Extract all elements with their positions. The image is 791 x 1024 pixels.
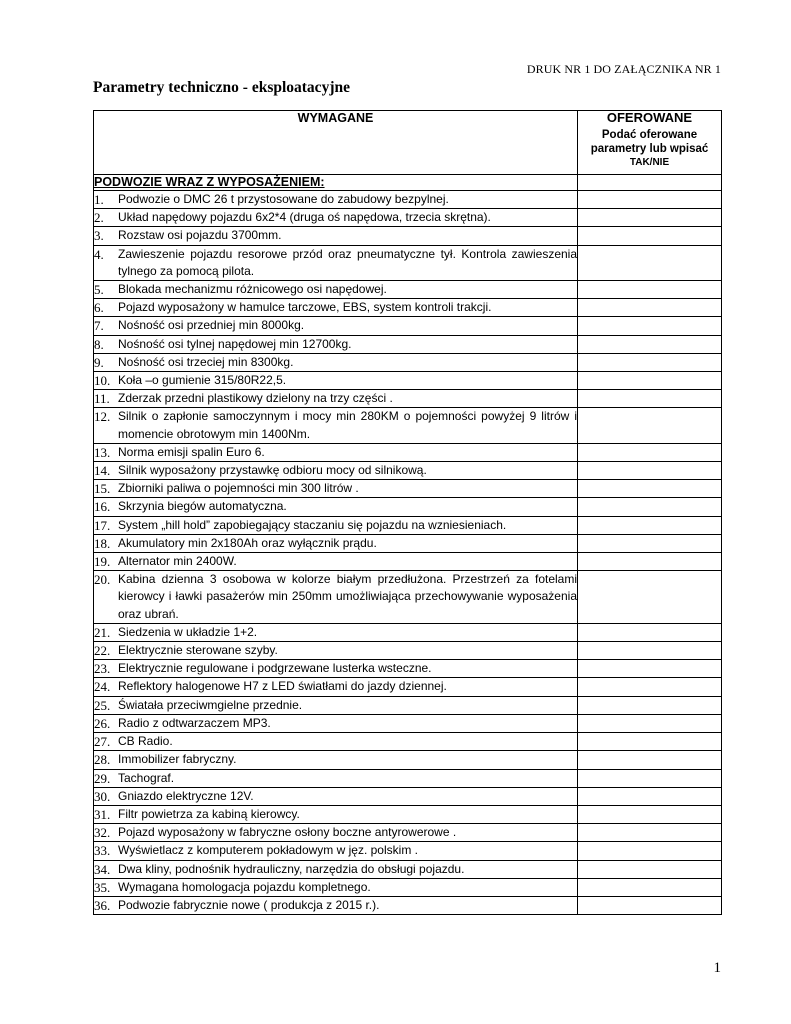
requirement-number: 32. [94, 825, 111, 841]
answer-cell[interactable] [578, 842, 722, 860]
requirement-cell [94, 642, 578, 660]
requirement-number: 17. [94, 517, 111, 533]
offered-title: OFEROWANE [606, 110, 693, 125]
requirement-cell [94, 317, 578, 335]
requirement-text: Układ napędowy pojazdu 6x2*4 (druga oś napędowa, trzecia skrętna). [118, 210, 491, 225]
requirement-cell [94, 769, 578, 787]
requirement-line [94, 354, 577, 371]
requirement-text: Reflektory halogenowe H7 z LED światłami do jazdy dziennej. [118, 679, 447, 694]
answer-cell[interactable] [578, 571, 722, 624]
requirement-line [94, 697, 577, 714]
requirement-cell [94, 805, 578, 823]
requirement-cell [94, 443, 578, 461]
requirement-number: 23. [94, 661, 111, 677]
column-header-offered [578, 111, 722, 175]
requirement-cell [94, 372, 578, 390]
table-row [94, 443, 722, 461]
table-row [94, 191, 722, 209]
requirement-number: 30. [94, 788, 111, 804]
requirement-line [94, 390, 577, 407]
requirement-line [94, 191, 577, 208]
answer-cell[interactable] [578, 660, 722, 678]
answer-cell[interactable] [578, 623, 722, 641]
table-row [94, 534, 722, 552]
answer-cell[interactable] [578, 498, 722, 516]
requirement-text: Nośność osi trzeciej min 8300kg. [118, 354, 294, 369]
requirement-text: Siedzenia w układzie 1+2. [118, 624, 258, 639]
requirement-text: Pojazd wyposażony w hamulce tarczowe, EBS, system kontroli trakcji. [118, 300, 492, 315]
answer-cell[interactable] [578, 824, 722, 842]
specification-table [93, 110, 722, 915]
answer-cell[interactable] [578, 878, 722, 896]
table-row [94, 209, 722, 227]
requirement-cell [94, 335, 578, 353]
requirement-line [94, 480, 577, 497]
requirement-line [94, 879, 577, 896]
requirement-cell [94, 824, 578, 842]
answer-cell[interactable] [578, 860, 722, 878]
requirement-number: 28. [94, 752, 111, 768]
answer-cell[interactable] [578, 769, 722, 787]
requirement-number: 7. [94, 318, 104, 334]
requirement-text: Skrzynia biegów automatyczna. [118, 499, 287, 514]
requirement-text: Wymagana homologacja pojazdu kompletnego. [118, 879, 371, 894]
table-row [94, 896, 722, 914]
table-row [94, 480, 722, 498]
requirement-number: 24. [94, 679, 111, 695]
requirement-line [94, 444, 577, 461]
requirement-number: 16. [94, 499, 111, 515]
requirement-number: 11. [94, 391, 110, 407]
requirement-text: Zawieszenie pojazdu resorowe przód oraz pneumatyczne tył. Kontrola zawieszenia tylnego za pomocą pilota. [118, 246, 577, 278]
answer-cell[interactable] [578, 353, 722, 371]
requirement-cell [94, 842, 578, 860]
requirement-cell [94, 390, 578, 408]
table-row [94, 860, 722, 878]
requirement-cell [94, 281, 578, 299]
table-row [94, 571, 722, 624]
requirement-number: 20. [94, 572, 111, 588]
requirement-cell [94, 878, 578, 896]
requirement-text: Akumulatory min 2x180Ah oraz wyłącznik prądu. [118, 535, 377, 550]
requirement-line [94, 408, 577, 442]
requirement-text: CB Radio. [118, 734, 173, 749]
requirement-number: 1. [94, 192, 104, 207]
requirement-number: 34. [94, 861, 111, 877]
requirement-line [94, 715, 577, 732]
answer-cell[interactable] [578, 787, 722, 805]
requirement-cell [94, 480, 578, 498]
requirement-cell [94, 860, 578, 878]
answer-cell[interactable] [578, 642, 722, 660]
requirement-line [94, 642, 577, 659]
answer-cell[interactable] [578, 335, 722, 353]
requirement-line [94, 372, 577, 389]
answer-cell[interactable] [578, 390, 722, 408]
table-row [94, 317, 722, 335]
table-row [94, 335, 722, 353]
requirement-number: 21. [94, 624, 111, 640]
answer-cell[interactable] [578, 209, 722, 227]
requirement-line [94, 733, 577, 750]
answer-cell[interactable] [578, 480, 722, 498]
requirement-text: System „hill hold” zapobiegający staczaniu się pojazdu na wzniesieniach. [118, 517, 507, 532]
requirement-text: Nośność osi przedniej min 8000kg. [118, 318, 305, 333]
answer-cell[interactable] [578, 317, 722, 335]
requirement-text: Immobilizer fabryczny. [118, 752, 237, 767]
table-row [94, 642, 722, 660]
requirement-text: Podwozie fabrycznie nowe ( produkcja z 2015 r.). [118, 897, 380, 912]
requirement-line [94, 660, 577, 677]
table-row [94, 408, 722, 443]
table-row [94, 751, 722, 769]
document-title: Parametry techniczno - eksploatacyjne [93, 79, 350, 96]
requirement-text: Podwozie o DMC 26 t przystosowane do zabudowy bezpylnej. [118, 192, 449, 206]
requirement-cell [94, 516, 578, 534]
table-row [94, 678, 722, 696]
requirement-line [94, 788, 577, 805]
answer-cell[interactable] [578, 408, 722, 443]
table-row [94, 733, 722, 751]
requirement-number: 29. [94, 770, 111, 786]
answer-cell[interactable] [578, 678, 722, 696]
answer-cell[interactable] [578, 372, 722, 390]
answer-cell[interactable] [578, 805, 722, 823]
table-header-row [94, 111, 722, 175]
requirement-cell [94, 660, 578, 678]
requirement-number: 5. [94, 282, 104, 298]
requirement-cell [94, 299, 578, 317]
requirement-line [94, 462, 577, 479]
requirement-text: Zderzak przedni plastikowy dzielony na trzy części . [118, 391, 393, 406]
requirement-number: 25. [94, 697, 111, 713]
requirement-line [94, 535, 577, 552]
requirement-number: 27. [94, 734, 111, 750]
requirement-number: 18. [94, 535, 111, 551]
answer-cell[interactable] [578, 191, 722, 209]
requirement-line [94, 861, 577, 878]
table-row [94, 498, 722, 516]
table-row [94, 805, 722, 823]
requirement-cell [94, 623, 578, 641]
requirement-number: 35. [94, 879, 111, 895]
answer-cell[interactable] [578, 462, 722, 480]
requirement-number: 33. [94, 843, 111, 859]
offered-yes-no-hint: TAK/NIE [629, 157, 670, 168]
table-row [94, 878, 722, 896]
table-row [94, 660, 722, 678]
requirement-text: Nośność osi tylnej napędowej min 12700kg. [118, 336, 352, 351]
requirement-cell [94, 678, 578, 696]
requirement-line [94, 751, 577, 768]
table-row [94, 714, 722, 732]
answer-cell[interactable] [578, 175, 722, 191]
requirement-line [94, 678, 577, 695]
table-row [94, 824, 722, 842]
requirement-cell [94, 896, 578, 914]
requirement-text: Radio z odtwarzaczem MP3. [118, 715, 271, 730]
requirement-cell [94, 245, 578, 280]
requirement-text: Filtr powietrza za kabiną kierowcy. [118, 806, 300, 821]
requirement-line [94, 624, 577, 641]
table-row [94, 245, 722, 280]
requirement-line [94, 498, 577, 515]
requirement-cell [94, 534, 578, 552]
table-row [94, 516, 722, 534]
table-row [94, 787, 722, 805]
requirement-line [94, 806, 577, 823]
requirement-line [94, 336, 577, 353]
requirement-cell [94, 696, 578, 714]
table-row [94, 227, 722, 245]
column-header-required: WYMAGANE [94, 111, 578, 175]
table-row [94, 696, 722, 714]
answer-cell[interactable] [578, 516, 722, 534]
requirement-cell [94, 787, 578, 805]
requirement-line [94, 227, 577, 244]
requirement-line [94, 209, 577, 226]
requirement-number: 26. [94, 715, 111, 731]
requirement-text: Elektrycznie sterowane szyby. [118, 643, 278, 658]
requirement-number: 10. [94, 373, 111, 389]
requirement-number: 3. [94, 228, 104, 244]
requirement-line [94, 770, 577, 787]
requirement-number: 15. [94, 481, 111, 497]
table-row [94, 553, 722, 571]
section-title: PODWOZIE WRAZ Z WYPOSAŻENIEM: [94, 175, 578, 191]
answer-cell[interactable] [578, 714, 722, 732]
requirement-line [94, 571, 577, 623]
requirement-number: 14. [94, 463, 111, 479]
requirement-line [94, 517, 577, 534]
requirement-line [94, 842, 577, 859]
requirement-cell [94, 751, 578, 769]
requirement-line [94, 246, 577, 280]
requirement-cell [94, 462, 578, 480]
table-row [94, 390, 722, 408]
answer-cell[interactable] [578, 751, 722, 769]
requirement-cell [94, 553, 578, 571]
document-annex-label: DRUK NR 1 DO ZAŁĄCZNIKA NR 1 [526, 62, 721, 76]
requirement-number: 4. [94, 246, 104, 262]
requirement-cell [94, 733, 578, 751]
requirement-line [94, 299, 577, 316]
requirement-number: 6. [94, 300, 104, 316]
requirement-number: 22. [94, 643, 111, 659]
requirement-text: Dwa kliny, podnośnik hydrauliczny, narzędzia do obsługi pojazdu. [118, 861, 465, 876]
requirement-cell [94, 714, 578, 732]
requirement-cell [94, 408, 578, 443]
requirement-text: Wyświetlacz z komputerem pokładowym w jęz. polskim . [118, 843, 418, 858]
requirement-cell [94, 498, 578, 516]
table-row [94, 842, 722, 860]
answer-cell[interactable] [578, 896, 722, 914]
answer-cell[interactable] [578, 696, 722, 714]
requirement-cell [94, 227, 578, 245]
requirement-line [94, 553, 577, 570]
requirement-number: 13. [94, 444, 111, 460]
table-row [94, 281, 722, 299]
requirement-number: 2. [94, 210, 104, 226]
requirement-text: Tachograf. [118, 770, 175, 785]
offered-instruction: Podać oferowane parametry lub wpisać [590, 129, 709, 155]
answer-cell[interactable] [578, 227, 722, 245]
answer-cell[interactable] [578, 534, 722, 552]
requirement-cell [94, 571, 578, 624]
requirement-cell [94, 353, 578, 371]
table-row [94, 462, 722, 480]
requirement-text: Gniazdo elektryczne 12V. [118, 788, 254, 803]
answer-cell[interactable] [578, 553, 722, 571]
requirement-line [94, 317, 577, 334]
requirement-line [94, 281, 577, 298]
requirement-text: Norma emisji spalin Euro 6. [118, 444, 265, 459]
answer-cell[interactable] [578, 245, 722, 280]
table-row [94, 372, 722, 390]
requirement-number: 9. [94, 354, 104, 370]
requirement-text: Elektrycznie regulowane i podgrzewane lusterka wsteczne. [118, 661, 432, 676]
requirement-number: 36. [94, 897, 111, 913]
answer-cell[interactable] [578, 281, 722, 299]
page-number: 1 [713, 960, 721, 976]
requirement-text: Silnik wyposażony przystawkę odbioru mocy od silnikową. [118, 463, 427, 478]
section-row [94, 175, 722, 191]
requirement-text: Światała przeciwmgielne przednie. [118, 697, 303, 712]
requirement-number: 31. [94, 806, 111, 822]
requirement-line [94, 897, 577, 914]
table-row [94, 353, 722, 371]
answer-cell[interactable] [578, 299, 722, 317]
table-row [94, 299, 722, 317]
requirement-text: Pojazd wyposażony w fabryczne osłony boczne antyrowerowe . [118, 825, 457, 840]
requirement-text: Alternator min 2400W. [118, 554, 237, 569]
requirement-text: Silnik o zapłonie samoczynnym i mocy min 280KM o pojemności powyżej 9 litrów i momencie obrotowym min 1400Nm. [118, 409, 577, 441]
requirement-cell [94, 209, 578, 227]
requirement-number: 8. [94, 336, 104, 352]
requirement-number: 12. [94, 409, 111, 425]
answer-cell[interactable] [578, 443, 722, 461]
requirement-text: Kabina dzienna 3 osobowa w kolorze białym przedłużona. Przestrzeń za fotelami kierowcy i ławki pasażerów min 250mm umożliwiająca przechowywanie wyposażenia oraz ubrań. [118, 572, 577, 621]
requirement-text: Koła –o gumienie 315/80R22,5. [118, 373, 287, 388]
requirement-number: 19. [94, 554, 111, 570]
requirement-text: Rozstaw osi pojazdu 3700mm. [118, 228, 282, 243]
answer-cell[interactable] [578, 733, 722, 751]
requirement-cell [94, 191, 578, 209]
requirement-text: Blokada mechanizmu różnicowego osi napędowej. [118, 282, 387, 297]
table-row [94, 769, 722, 787]
table-row [94, 623, 722, 641]
requirement-line [94, 824, 577, 841]
requirement-text: Zbiorniki paliwa o pojemności min 300 litrów . [118, 481, 359, 496]
